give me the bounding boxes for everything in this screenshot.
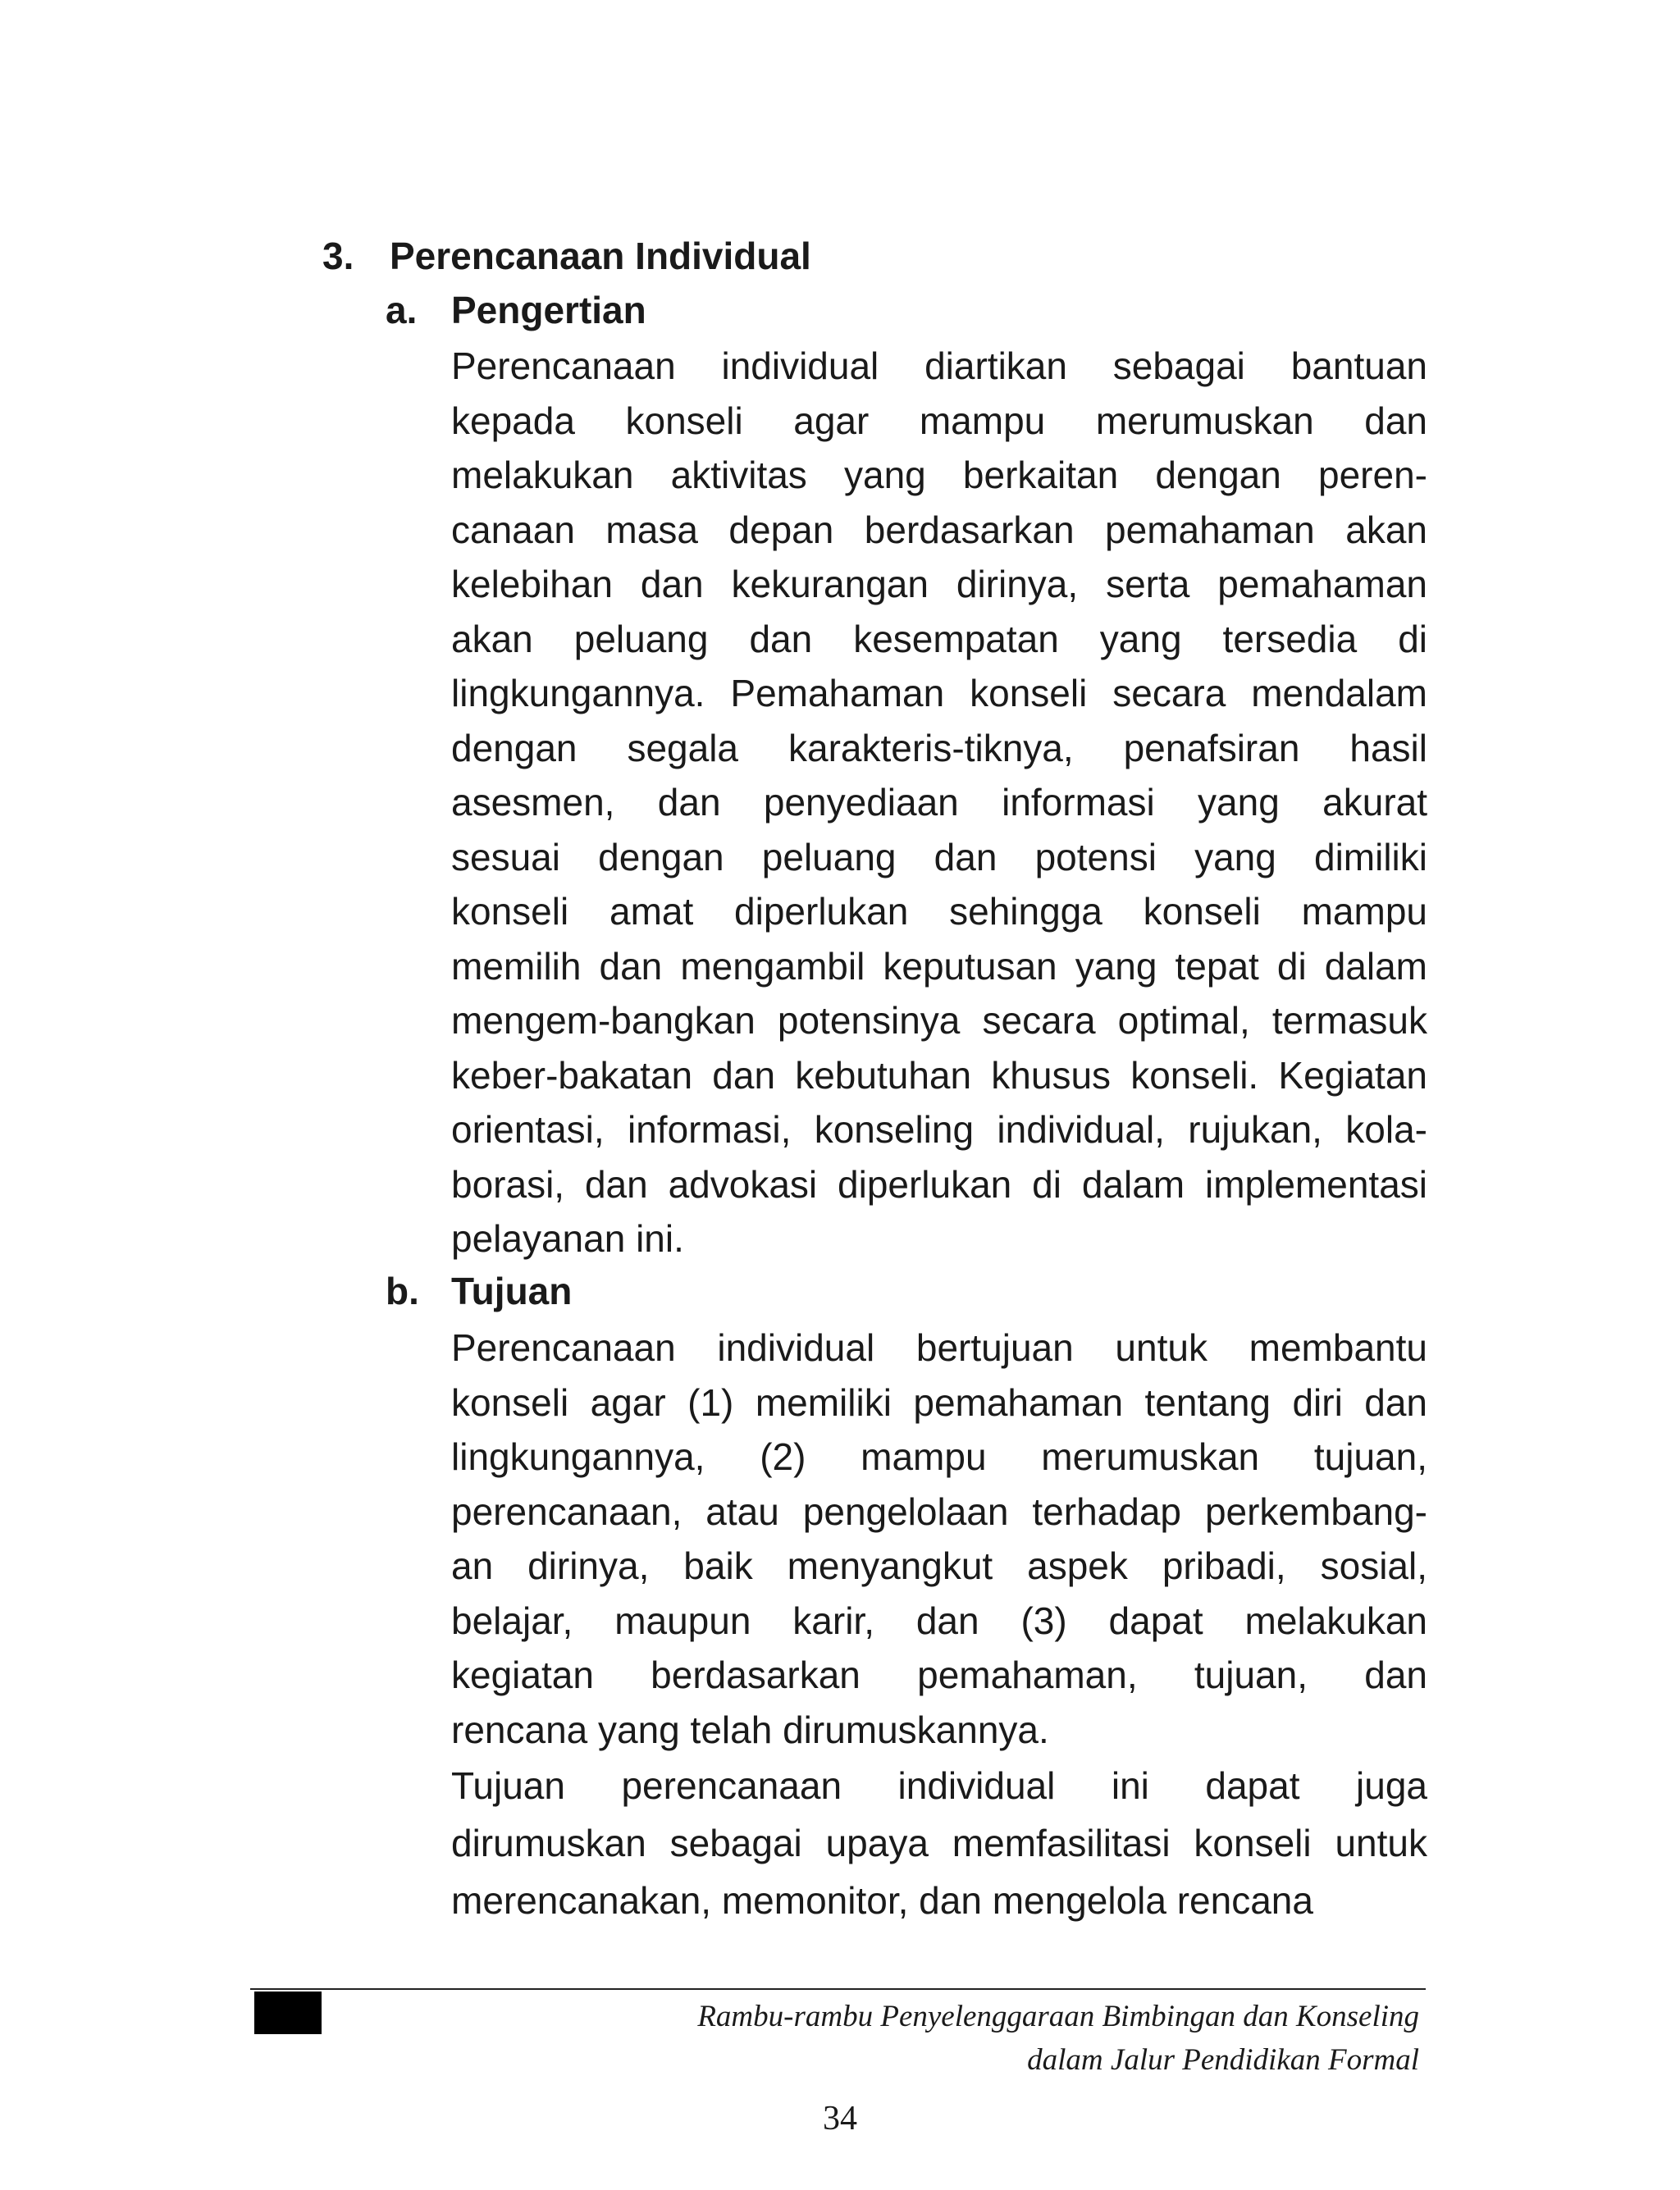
text-line: melakukan aktivitas yang berkaitan dengan peren- [451,454,1427,496]
subsection-letter: b. [386,1270,419,1312]
footer-black-block [254,1992,322,2034]
text-line: Perencanaan individual diartikan sebagai bantuan [451,344,1427,387]
footer-divider [250,1988,1426,1990]
text-line: dirumuskan sebagai upaya memfasilitasi konseli untuk [451,1822,1427,1864]
footer-book-title [697,1995,1419,2082]
text-line: pelayanan ini. [451,1217,684,1260]
text-line: perencanaan, atau pengelolaan terhadap perkembang- [451,1490,1427,1533]
page-number: 34 [823,2100,857,2138]
subsection-heading-pengertian [386,285,646,335]
text-line: Tujuan perencanaan individual ini dapat juga [451,1764,1427,1807]
text-line: dengan segala karakteris-tiknya, penafsiran hasil [451,726,1427,769]
text-line: merencanakan, memonitor, dan mengelola rencana [451,1879,1313,1922]
subsection-title: Pengertian [451,289,646,331]
text-line: borasi, dan advokasi diperlukan di dalam implementasi [451,1162,1427,1206]
section-title: Perencanaan Individual [390,235,811,277]
text-line: an dirinya, baik menyangkut aspek pribadi, sosial, [451,1544,1427,1587]
text-line: mengem-bangkan potensinya secara optimal, termasuk [451,999,1427,1042]
subsection-heading-tujuan [386,1266,572,1316]
section-heading [322,231,811,281]
text-line: lingkungannya. Pemahaman konseli secara mendalam [451,672,1427,714]
text-line: sesuai dengan peluang dan potensi yang dimiliki [451,835,1427,878]
text-line: rencana yang telah dirumuskannya. [451,1708,1049,1751]
paragraph-pengertian [451,339,1427,1266]
text-line: konseli agar (1) memiliki pemahaman tentang diri dan [451,1380,1427,1424]
text-line: lingkungannya, (2) mampu merumuskan tujuan, [451,1435,1427,1478]
paragraph-tujuan-2 [451,1757,1427,1929]
text-line: kelebihan dan kekurangan dirinya, serta pemahaman [451,563,1427,605]
text-line: canaan masa depan berdasarkan pemahaman akan [451,508,1427,551]
text-line: asesmen, dan penyediaan informasi yang akurat [451,781,1427,824]
text-line: keber-bakatan dan kebutuhan khusus konseli. Kegiatan [451,1053,1427,1097]
text-line: Perencanaan individual bertujuan untuk membantu [451,1326,1427,1369]
footer-line-1: Rambu-rambu Penyelenggaraan Bimbingan dan Konseling [697,2000,1419,2033]
paragraph-tujuan-1 [451,1321,1427,1757]
text-line: akan peluang dan kesempatan yang tersedia di [451,617,1427,660]
text-line: konseli amat diperlukan sehingga konseli mampu [451,890,1427,933]
section-number: 3. [322,235,354,277]
text-line: orientasi, informasi, konseling individual, rujukan, kola- [451,1108,1427,1151]
text-line: kepada konseli agar mampu merumuskan dan [451,399,1427,442]
subsection-letter: a. [386,289,418,331]
text-line: belajar, maupun karir, dan (3) dapat melakukan [451,1599,1427,1642]
text-line: memilih dan mengambil keputusan yang tepat di dalam [451,944,1427,988]
subsection-title: Tujuan [451,1270,573,1312]
text-line: kegiatan berdasarkan pemahaman, tujuan, dan [451,1654,1427,1696]
footer-line-2: dalam Jalur Pendidikan Formal [1027,2043,1419,2077]
